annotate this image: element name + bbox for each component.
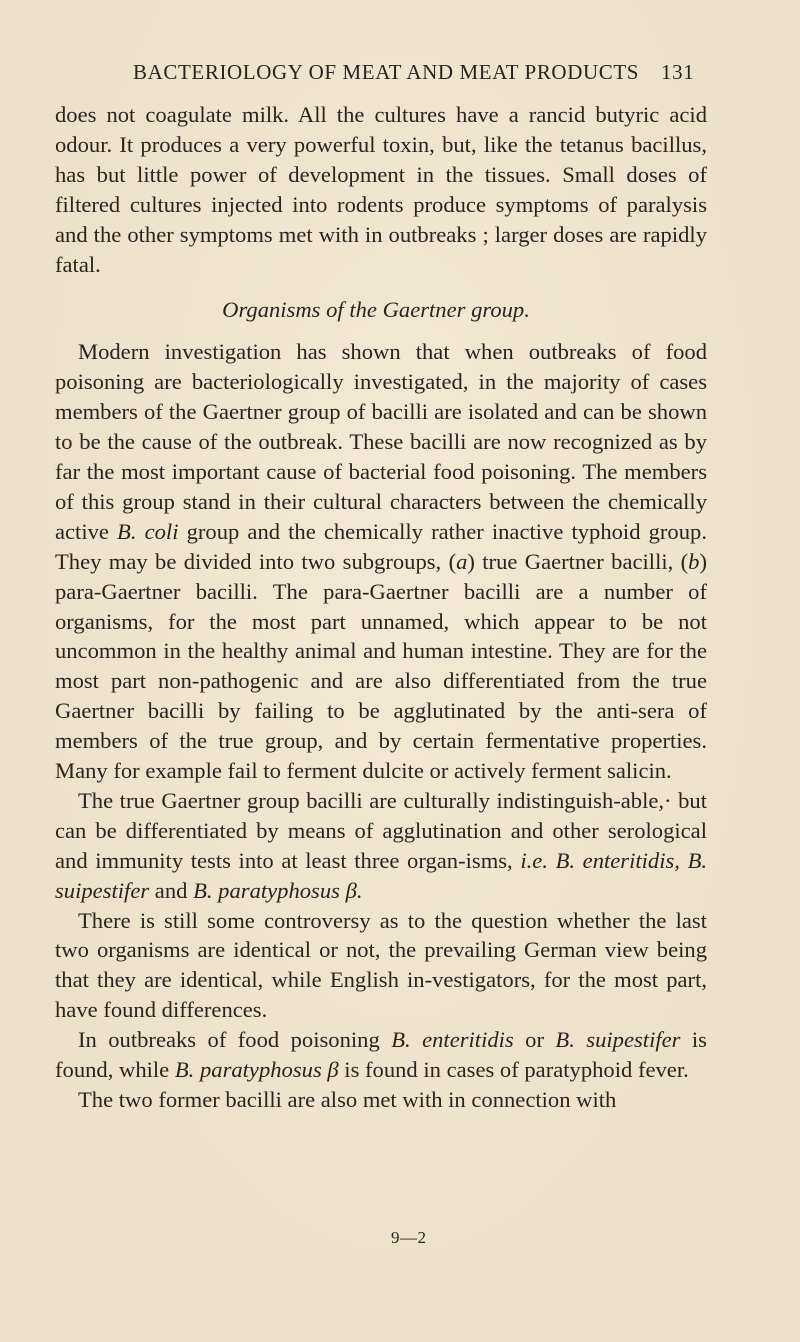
printer-signature-mark: 9—2 <box>391 1228 427 1247</box>
list-label: a <box>456 548 468 574</box>
paragraph-intro-text: does not coagulate milk. All the cultures have a rancid butyric acid odour. It produces a very powerful toxin, but, like the tetanus bacillus, has but little power of development in the tissues. Small doses of filtered cultures injected into rodents produce symptoms of paralysis and the other symptoms met with in outbreaks ; larger doses are rapidly fatal. <box>55 102 707 277</box>
body-text <box>55 100 707 1115</box>
text-run: and <box>154 877 188 903</box>
section-heading: Organisms of the Gaertner group. <box>222 297 530 323</box>
list-label: b <box>688 548 700 574</box>
text-run: ) true Gaertner bacilli, ( <box>467 548 689 574</box>
species-name: B. paratyphosus β. <box>193 877 363 903</box>
paragraph-modern-investigation <box>55 337 707 786</box>
running-head <box>0 60 800 90</box>
text-run: is found, while <box>55 1027 707 1083</box>
text-run: is found in cases of paratyphoid fever. <box>344 1057 689 1083</box>
paragraph-true-gaertner <box>55 786 707 906</box>
text-run: or <box>525 1027 544 1053</box>
species-name: B. suipestifer <box>555 1027 681 1053</box>
species-name: B. paratyphosus β <box>174 1057 339 1083</box>
species-name: B. coli <box>117 518 179 544</box>
running-title: BACTERIOLOGY OF MEAT AND MEAT PRODUCTS <box>133 60 640 84</box>
text-run: In outbreaks of food poisoning <box>78 1027 380 1053</box>
paragraph-controversy <box>55 906 707 1026</box>
text-run: The two former bacilli are also met with in connection with <box>78 1087 617 1112</box>
species-name: i.e. B. enteritidis, B. suipestifer <box>55 847 708 903</box>
text-run: group and the chemically rather inactive typhoid group. They may be divided into two subgroups, ( <box>55 518 707 574</box>
paragraph-outbreaks <box>55 1025 707 1085</box>
species-name: B. enteritidis <box>391 1027 514 1053</box>
paragraph-two-former <box>55 1085 707 1115</box>
page-number: 131 <box>661 60 695 84</box>
paragraph-intro <box>55 100 707 279</box>
text-run: There is still some controversy as to the question whether the last two organisms are identical or not, the prevailing German view being that they are identical, while English in-vestigators, for the most part, have found differences. <box>55 907 707 1023</box>
text-run: ) para-Gaertner bacilli. The para-Gaertner bacilli are a number of organisms, for the most part unnamed, which appear to be not uncommon in the healthy animal and human intestine. They are for the most part non-pathogenic and are also differentiated from the true Gaertner bacilli by failing to be agglutinated by the anti-sera of members of the true group, and by certain fermentative properties. Many for example fail to ferment dulcite or actively ferment salicin. <box>55 548 707 784</box>
text-run: The true Gaertner group bacilli are culturally indistinguish-able,· but can be differentiated by means of agglutination and other serological and immunity tests into at least three organ-isms, <box>55 787 707 873</box>
text-run: Modern investigation has shown that when outbreaks of food poisoning are bacteriologically investigated, in the majority of cases members of the Gaertner group of bacilli are isolated and can be shown to be the cause of the outbreak. These bacilli are now recognized as by far the most important cause of bacterial food poisoning. The members of this group stand in their cultural characters between the chemically active <box>55 339 707 544</box>
